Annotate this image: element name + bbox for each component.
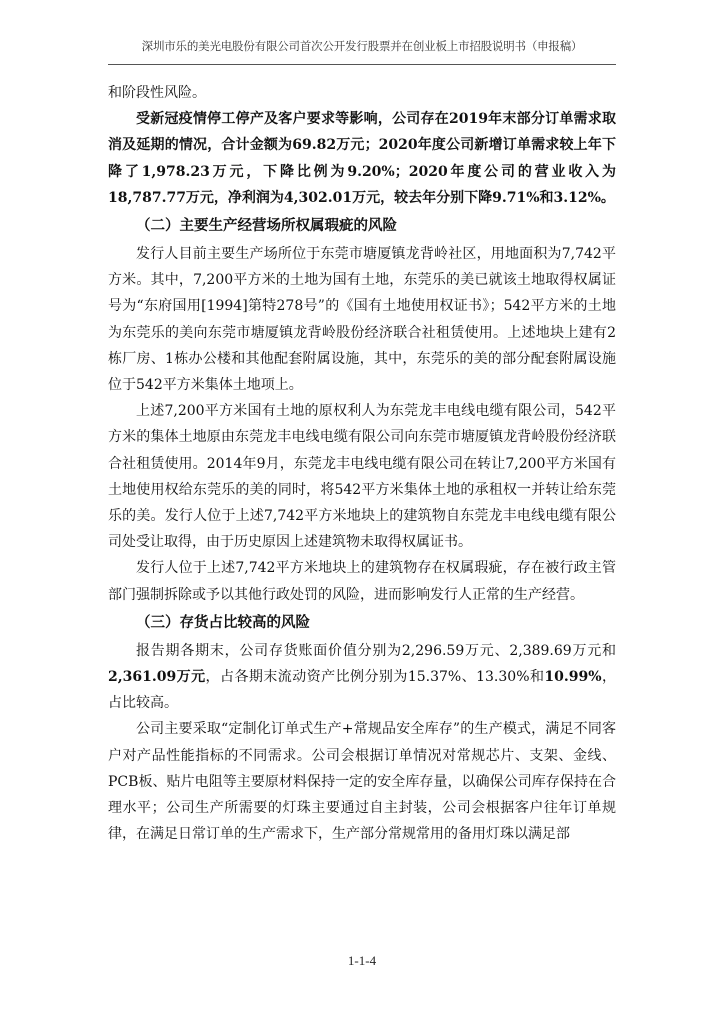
paragraph-continuation: 和阶段性风险。 [108,85,206,101]
paragraph-covid-impact: 受新冠疫情停工停产及客户要求等影响，公司存在2019年末部分订单需求取消及延期的情况，合计金额为69.82万元；2020年度公司新增订单需求较上年下降了1,978.23万元，下降比例为9.20%；2020年度公司的营业收入为18,787.77万元，净利润为4,302.01万元，较去年分别下降9.71%和3.12%。 [108,111,616,206]
paragraph-production-model: 公司主要采取“定制化订单式生产+常规品安全库存”的生产模式，满足不同客户对产品性能指标的不同需求。公司会根据订单情况对常规芯片、支架、金线、PCB板、贴片电阻等主要原材料保持一定的安全库存量，以确保公司库存保持在合理水平；公司生产所需要的灯珠主要通过自主封装，公司会根据客户往年订单规律，在满足日常订单的生产需求下，生产部分常规常用的备用灯珠以满足部 [108,721,616,843]
inventory-text-a: 报告期各期末，公司存货账面价值分别为2,296.59万元、2,389.69万元和 [136,642,616,659]
paragraph-inventory-values [108,638,616,717]
section-title-property-defect: （二）主要生产经营场所权属瑕疵的风险 [136,218,397,235]
page-header: 深圳市乐的美光电股份有限公司首次公开发行股票并在创业板上市招股说明书（申报稿） [141,39,583,53]
paragraph-demolition-risk: 发行人位于上述7,742平方米地块上的建筑物存在权属瑕疵，存在被行政主管部门强制拆除或予以其他行政处罚的风险，进而影响发行人正常的生产经营。 [108,560,616,603]
inventory-ratio-bold: 10.99% [544,669,602,686]
inventory-text-c: ，占各期末流动资产比例分别为15.37%、13.30%和 [205,669,545,686]
section-title-inventory-risk: （三）存货占比较高的风险 [136,614,310,631]
page-number: 1-1-4 [347,953,377,968]
paragraph-land-rights: 上述7,200平方米国有土地的原权利人为东莞龙丰电线电缆有限公司，542平方米的集体土地原由东莞龙丰电线电缆有限公司向东莞市塘厦镇龙背岭股份经济联合社租赁使用。2014年9月，东莞龙丰电线电缆有限公司在转让7,200平方米国有土地使用权给东莞乐的美的同时，将542平方米集体土地的承租权一并转让给东莞乐的美。发行人位于上述7,742平方米地块上的建筑物自东莞龙丰电线电缆有限公司处受让取得，由于历史原因上述建筑物未取得权属证书。 [108,403,616,551]
inventory-value-bold: 2,361.09万元 [108,669,206,686]
header-divider [108,64,616,65]
paragraph-production-site: 发行人目前主要生产场所位于东莞市塘厦镇龙背岭社区，用地面积为7,742平方米。其中，7,200平方米的土地为国有土地，东莞乐的美已就该土地取得权属证号为“东府国用[1994]第特278号”的《国有土地使用权证书》；542平方米的土地为东莞乐的美向东莞市塘厦镇龙背岭股份经济联合社租赁使用。上述地块上建有2栋厂房、1栋办公楼和其他配套附属设施，其中，东莞乐的美的部分配套附属设施位于542平方米集体土地项上。 [108,246,616,394]
document-body [108,80,616,847]
inventory-text-e: ，占比较高。 [108,669,616,712]
